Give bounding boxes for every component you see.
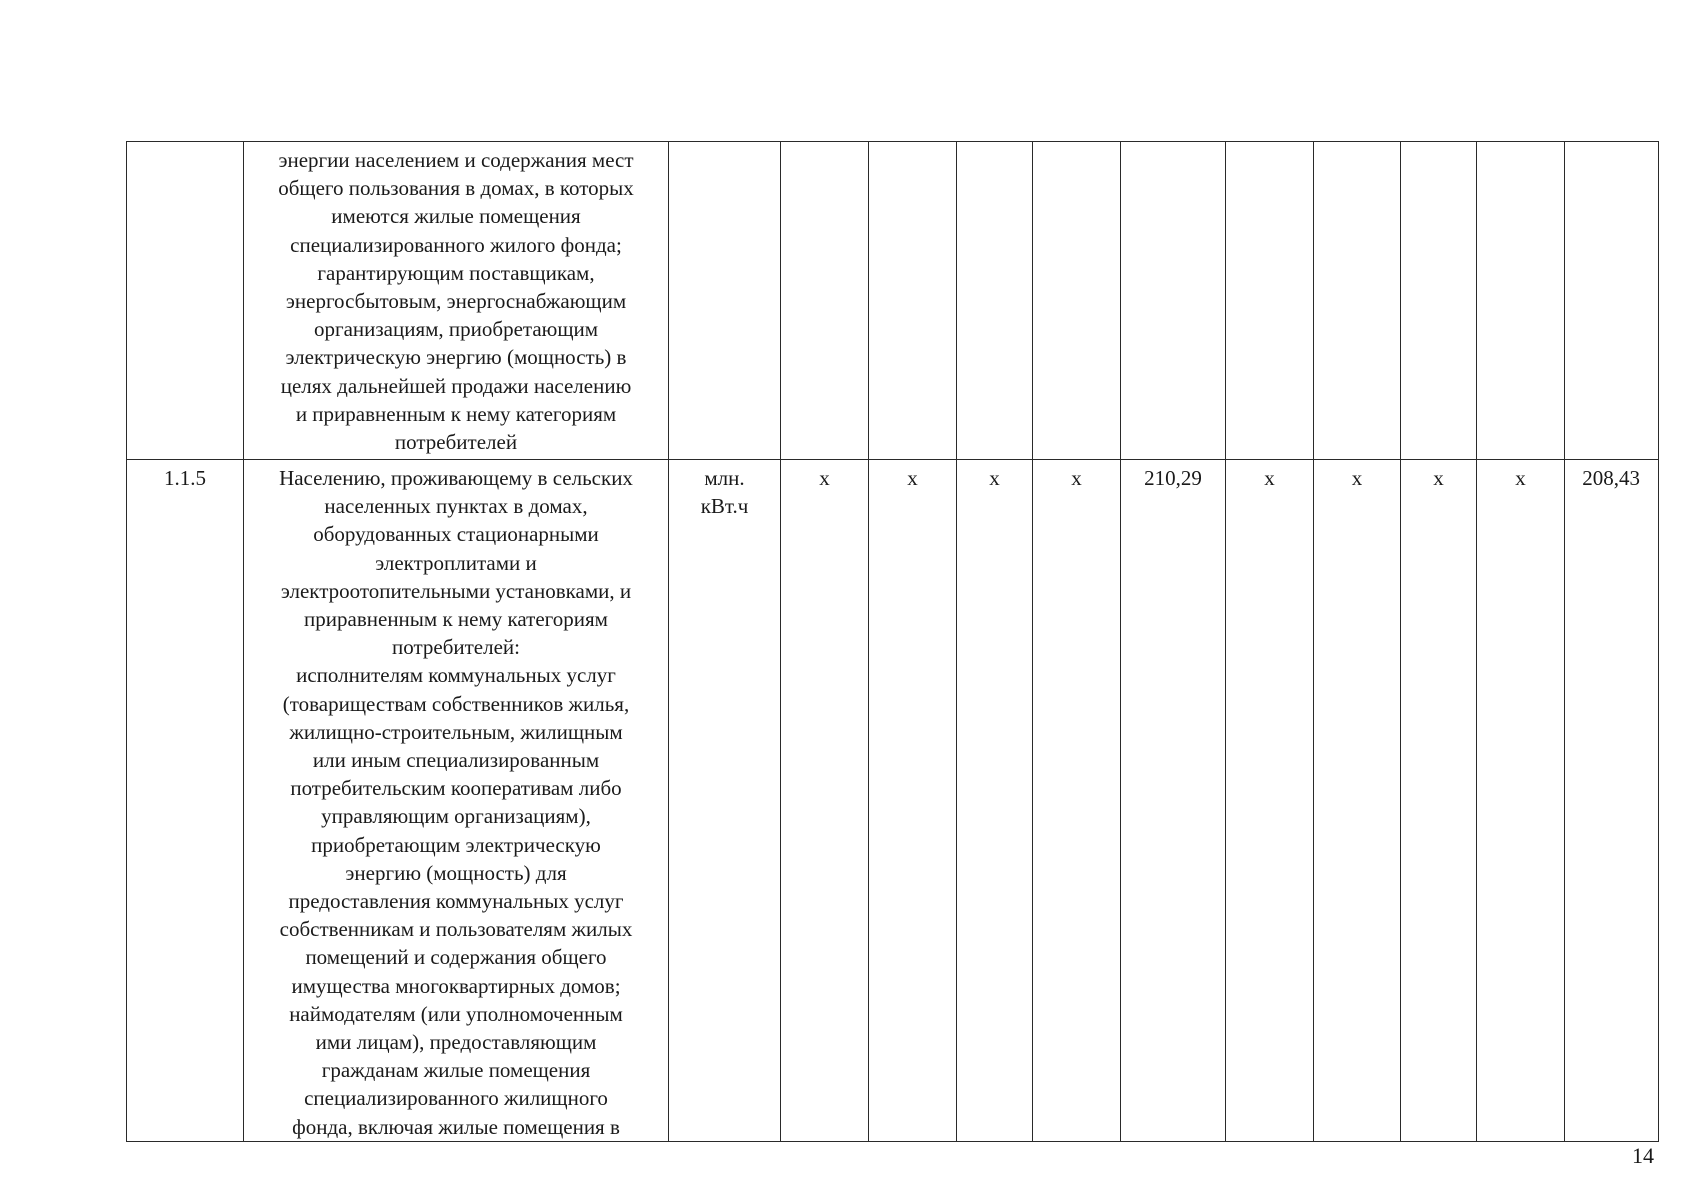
value-cell-8 <box>1401 142 1477 460</box>
value-cell-3: х <box>957 460 1033 1142</box>
value-cell-6 <box>1226 142 1314 460</box>
table-row-continuation <box>127 142 1659 460</box>
value-cell-10 <box>1565 142 1659 460</box>
value-cell-9 <box>1477 142 1565 460</box>
value-cell-1 <box>781 142 869 460</box>
value-cell-8: х <box>1401 460 1477 1142</box>
unit-cell: млн. кВт.ч <box>669 460 781 1142</box>
value-cell-5 <box>1121 142 1226 460</box>
value-cell-1: х <box>781 460 869 1142</box>
value-cell-7: х <box>1314 460 1401 1142</box>
value-cell-4: х <box>1033 460 1121 1142</box>
tariff-table <box>126 141 1659 1142</box>
table-row-1-1-5 <box>127 460 1659 1142</box>
page-number: 14 <box>1632 1143 1654 1168</box>
unit-cell <box>669 142 781 460</box>
value-cell-2: х <box>869 460 957 1142</box>
value-cell-5: 210,29 <box>1121 460 1226 1142</box>
row-description-cell: Населению, проживающему в сельских населенных пунктах в домах, оборудованных стационарными электроплитами и электроотопительными установками, и приравненным к нему категориям потребителей: исполнителям коммунальных услуг (товариществам собственников жилья, жилищно-строительным, жилищным или иным специализированным потребительским кооперативам либо управляющим организациям), приобретающим электрическую энергию (мощность) для предоставления коммунальных услуг собственникам и пользователям жилых помещений и содержания общего имущества многоквартирных домов; наймодателям (или уполномоченным ими лицам), предоставляющим гражданам жилые помещения специализированного жилищного фонда, включая жилые помещения в <box>244 460 669 1142</box>
value-cell-10: 208,43 <box>1565 460 1659 1142</box>
value-cell-2 <box>869 142 957 460</box>
value-cell-7 <box>1314 142 1401 460</box>
value-cell-4 <box>1033 142 1121 460</box>
row-description-cell: энергии населением и содержания мест общего пользования в домах, в которых имеются жилые помещения специализированного жилого фонда; гарантирующим поставщикам, энергосбытовым, энергоснабжающим организациям, приобретающим электрическую энергию (мощность) в целях дальнейшей продажи населению и приравненным к нему категориям потребителей <box>244 142 669 460</box>
row-number-cell: 1.1.5 <box>127 460 244 1142</box>
value-cell-3 <box>957 142 1033 460</box>
value-cell-6: х <box>1226 460 1314 1142</box>
row-number-cell <box>127 142 244 460</box>
value-cell-9: х <box>1477 460 1565 1142</box>
